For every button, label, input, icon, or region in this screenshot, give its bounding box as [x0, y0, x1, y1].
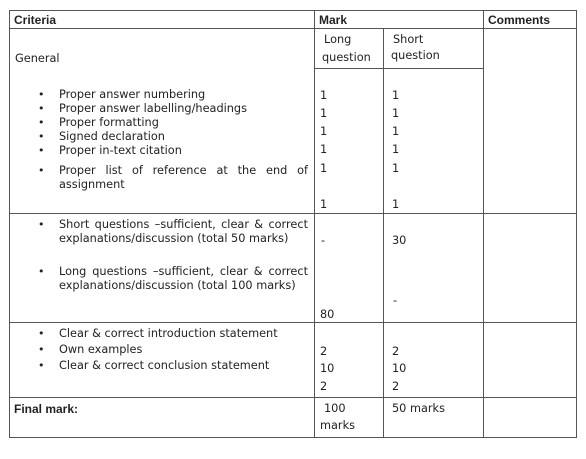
row-divider	[9, 28, 577, 29]
long-question-label: question	[322, 51, 371, 64]
bullet: •	[38, 130, 45, 143]
long-mark: -	[321, 234, 326, 247]
long-mark: 80	[320, 308, 335, 321]
criterion-text: Proper answer numbering	[59, 88, 206, 101]
short-mark: 1	[392, 125, 400, 138]
short-question-label: Short	[393, 33, 424, 46]
row-divider	[9, 213, 577, 214]
criterion-text: Proper answer labelling/headings	[59, 102, 247, 115]
short-question-label: question	[391, 49, 440, 62]
long-mark: 1	[320, 125, 328, 138]
bullet: •	[38, 327, 45, 340]
short-mark: 1	[392, 107, 400, 120]
long-mark: 1	[320, 198, 328, 211]
bullet: •	[38, 343, 45, 356]
long-mark: 1	[320, 162, 328, 175]
criterion-text: Clear & correct introduction statement	[59, 327, 278, 340]
bullet: •	[38, 88, 45, 101]
short-mark: 10	[392, 362, 407, 375]
row-divider	[9, 397, 577, 398]
long-mark: 2	[320, 345, 328, 358]
long-mark: 10	[320, 362, 335, 375]
bullet: •	[38, 359, 45, 372]
long-question-label: Long	[324, 33, 352, 46]
row-divider	[314, 68, 483, 69]
short-mark: 1	[392, 198, 400, 211]
row-divider	[9, 322, 577, 323]
bullet: •	[38, 218, 45, 231]
bullet: •	[38, 265, 45, 278]
final-short-mark: 50 marks	[392, 402, 445, 415]
criterion-text: Own examples	[59, 343, 143, 356]
section-title: General	[15, 52, 60, 65]
short-mark: 2	[392, 380, 400, 393]
header-mark: Mark	[319, 13, 348, 27]
criterion-text: Short questions –sufficient, clear & correct explanations/discussion (total 50 marks)	[59, 218, 308, 245]
long-mark: 1	[320, 107, 328, 120]
column-divider	[483, 10, 484, 438]
long-mark: 1	[320, 89, 328, 102]
final-long-mark: 100	[324, 402, 346, 415]
short-mark: -	[393, 294, 398, 307]
column-divider	[383, 28, 384, 438]
bullet: •	[38, 102, 45, 115]
short-mark: 1	[392, 143, 400, 156]
short-mark: 2	[392, 345, 400, 358]
criterion-text: Proper list of reference at the end of assignment	[59, 164, 308, 191]
short-mark: 1	[392, 89, 400, 102]
criterion-text: Signed declaration	[59, 130, 165, 143]
column-divider	[314, 10, 315, 438]
header-criteria: Criteria	[14, 13, 57, 27]
bullet: •	[38, 116, 45, 129]
final-mark-label: Final mark:	[14, 402, 79, 416]
bullet: •	[38, 164, 45, 177]
final-long-mark: marks	[320, 419, 355, 432]
criterion-text: Proper in-text citation	[59, 144, 182, 157]
short-mark: 30	[392, 234, 407, 247]
bullet: •	[38, 144, 45, 157]
short-mark: 1	[392, 162, 400, 175]
long-mark: 1	[320, 143, 328, 156]
criterion-text: Clear & correct conclusion statement	[59, 359, 270, 372]
header-comments: Comments	[488, 13, 551, 27]
long-mark: 2	[320, 380, 328, 393]
criterion-text: Proper formatting	[59, 116, 159, 129]
criterion-text: Long questions –sufficient, clear & correct explanations/discussion (total 100 marks)	[59, 265, 308, 292]
